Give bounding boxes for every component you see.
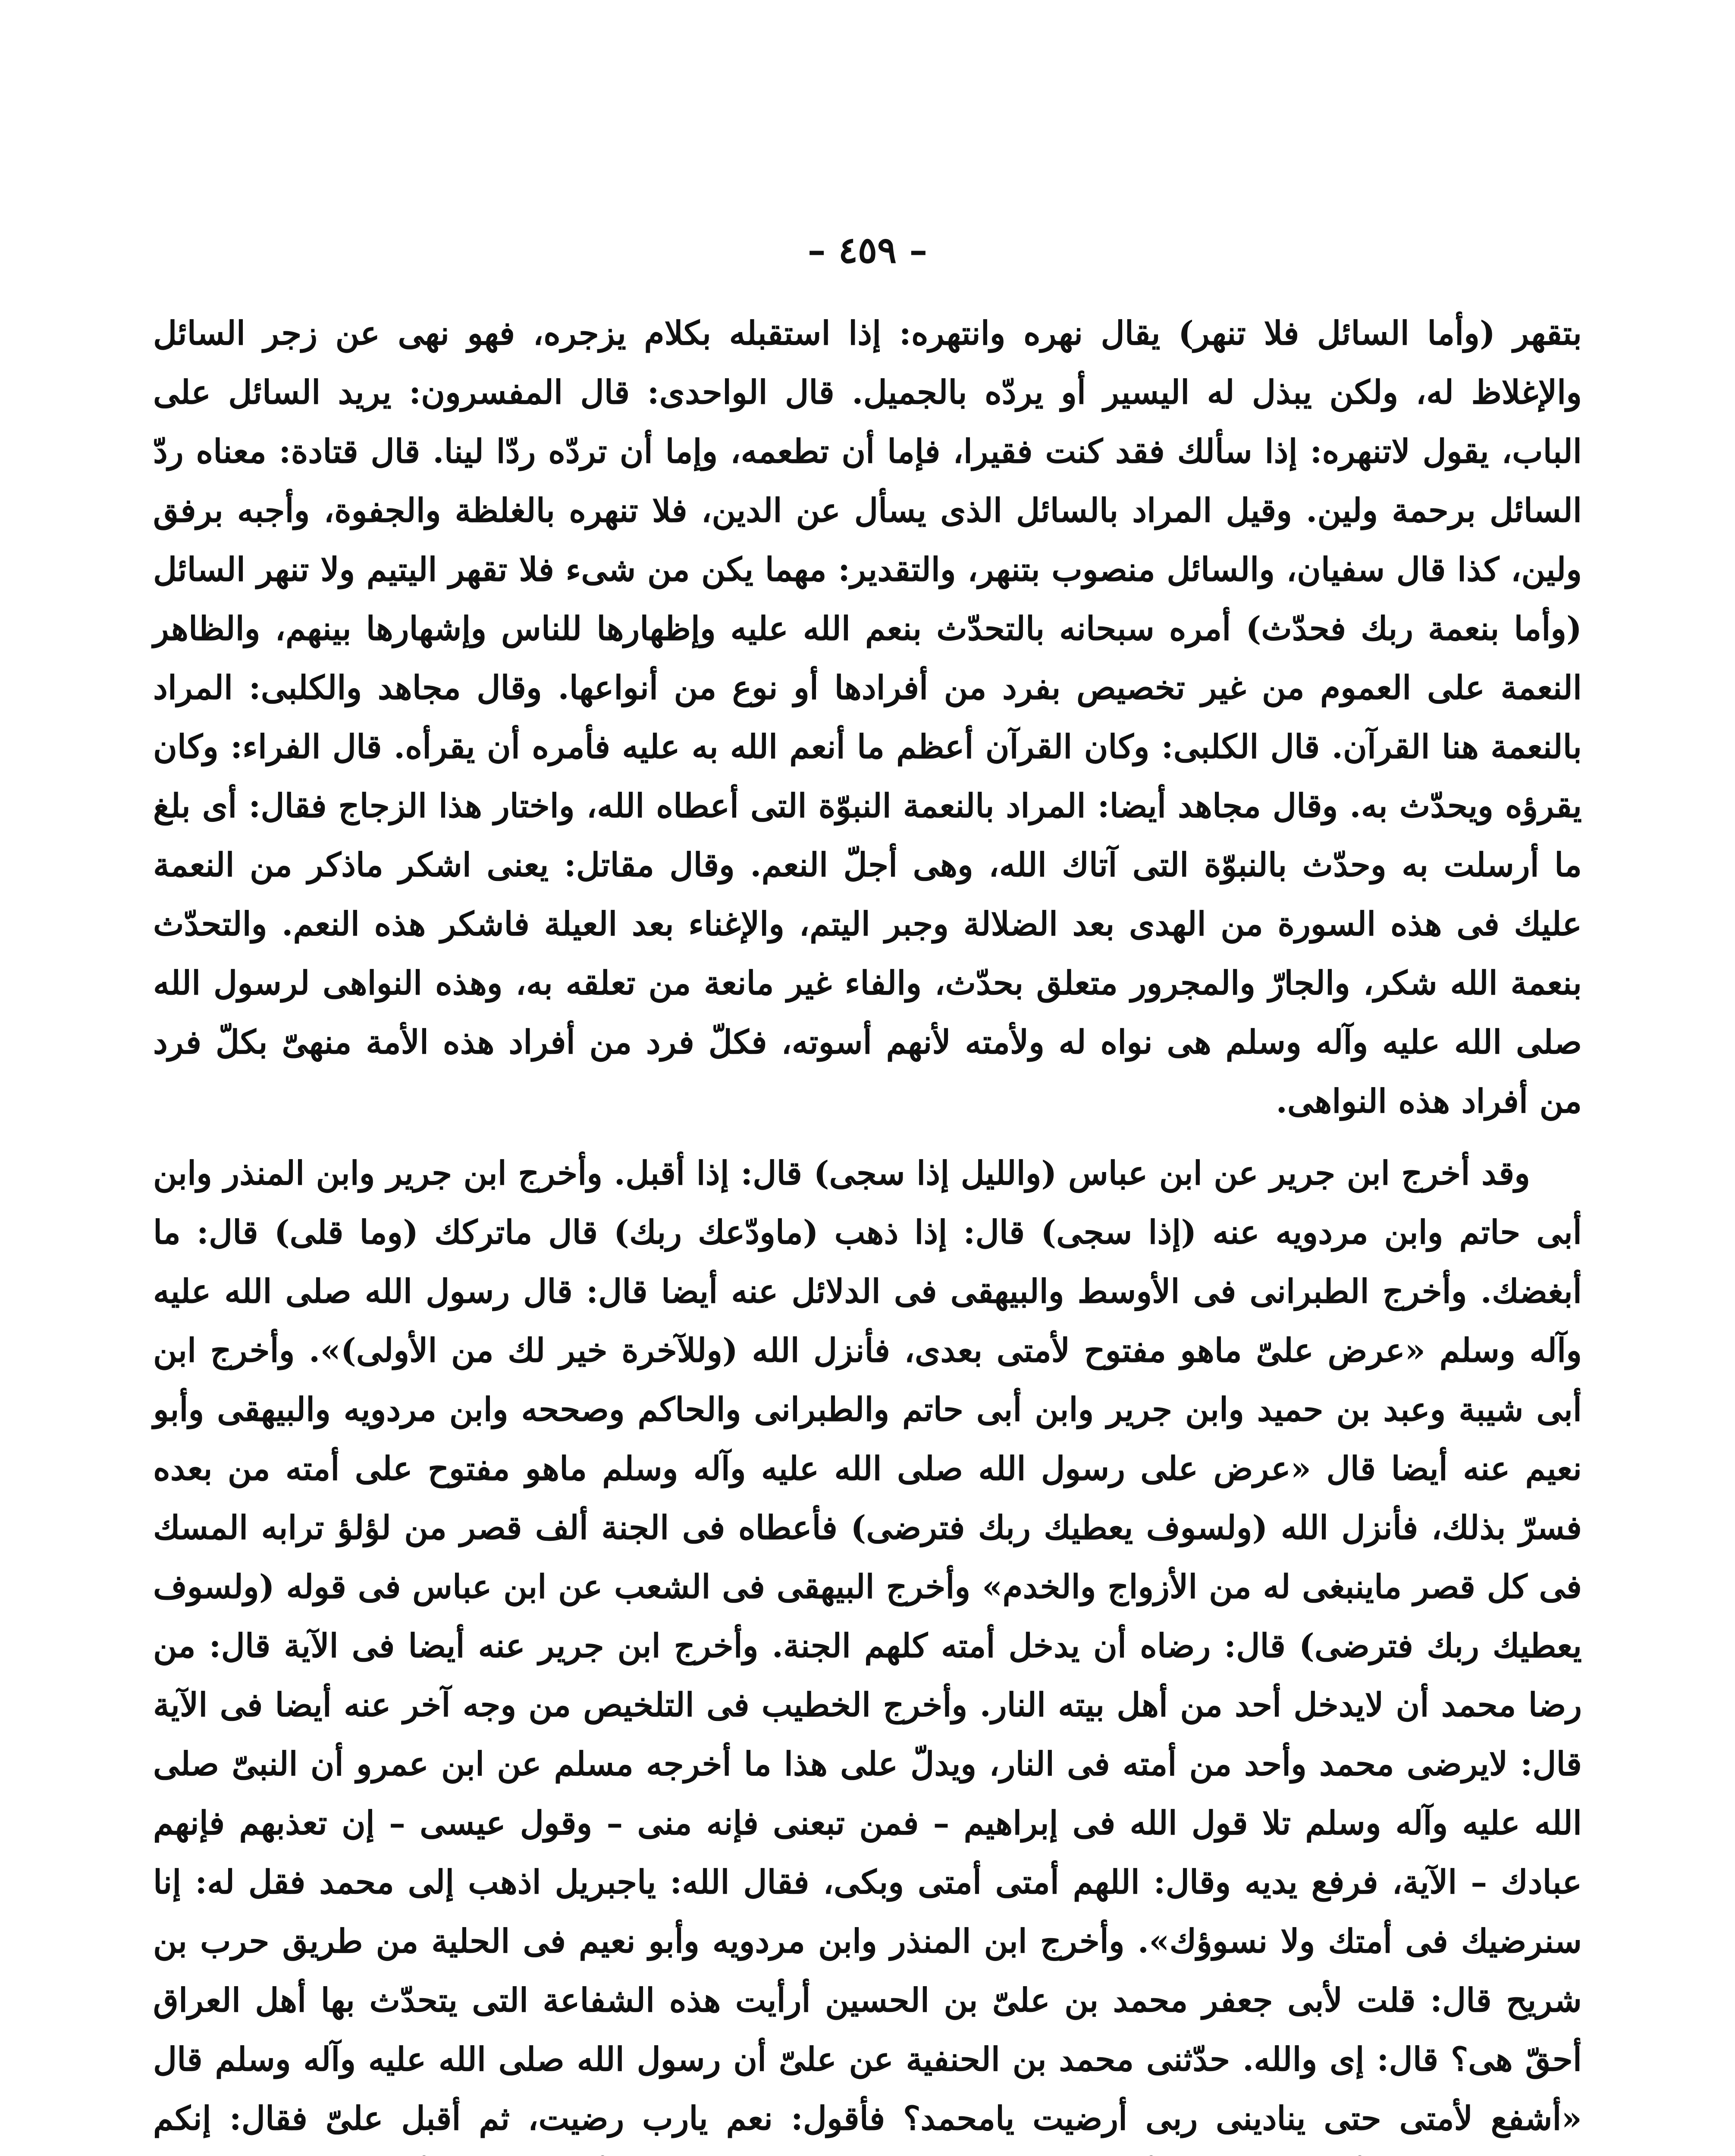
paragraph-tafsir-commentary: بتقهر (وأما السائل فلا تنهر) يقال نهره وانتهره: إذا استقبله بكلام يزجره، فهو نهى عن زجر السائل والإغلاظ له، ولكن يبذل له اليسير أو يردّه بالجميل. قال الواحدى: قال المفسرون: يريد السائل على الباب، يقول لاتنهره: إذا سألك فقد كنت فقيرا، فإما أن تطعمه، وإما أن تردّه ردّا لينا. قال قتادة: معناه ردّ السائل برحمة ولين. وقيل المراد بالسائل الذى يسأل عن الدين، فلا تنهره بالغلظة والجفوة، وأجبه برفق ولين، كذا قال سفيان، والسائل منصوب بتنهر، والتقدير: مهما يكن من شىء فلا تقهر اليتيم ولا تنهر السائل (وأما بنعمة ربك فحدّث) أمره سبحانه بالتحدّث بنعم الله عليه وإظهارها للناس وإشهارها بينهم، والظاهر النعمة على العموم من غير تخصيص بفرد من أفرادها أو نوع من أنواعها. وقال مجاهد والكلبى: المراد بالنعمة هنا القرآن. قال الكلبى: وكان القرآن أعظم ما أنعم الله به عليه فأمره أن يقرأه. قال الفراء: وكان يقرؤه ويحدّث به. وقال مجاهد أيضا: المراد بالنعمة النبوّة التى أعطاه الله، واختار هذا الزجاج فقال: أى بلغ ما أرسلت به وحدّث بالنبوّة التى آتاك الله، وهى أجلّ النعم. وقال مقاتل: يعنى اشكر ماذكر من النعمة عليك فى هذه السورة من الهدى بعد الضلالة وجبر اليتم، والإغناء بعد العيلة فاشكر هذه النعم. والتحدّث بنعمة الله شكر، والجارّ والمجرور متعلق بحدّث، والفاء غير مانعة من تعلقه به، وهذه النواهى لرسول الله صلى الله عليه وآله وسلم هى نواه له ولأمته لأنهم أسوته، فكلّ فرد من أفراد هذه الأمة منهىّ بكلّ فرد من أفراد هذه النواهى. bbox=[153, 314, 1582, 1120]
page-number: – ٤٥٩ – bbox=[807, 229, 928, 271]
paragraph-hadith-narrations: وقد أخرج ابن جرير عن ابن عباس (والليل إذا سجى) قال: إذا أقبل. وأخرج ابن جرير وابن المنذر وابن أبى حاتم وابن مردويه عنه (إذا سجى) قال: إذا ذهب (ماودّعك ربك) قال ماتركك (وما قلى) قال: ما أبغضك. وأخرج الطبرانى فى الأوسط والبيهقى فى الدلائل عنه أيضا قال: قال رسول الله صلى الله عليه وآله وسلم «عرض علىّ ماهو مفتوح لأمتى بعدى، فأنزل الله (وللآخرة خير لك من الأولى)». وأخرج ابن أبى شيبة وعبد بن حميد وابن جرير وابن أبى حاتم والطبرانى والحاكم وصححه وابن مردويه والبيهقى وأبو نعيم عنه أيضا قال «عرض على رسول الله صلى الله عليه وآله وسلم ماهو مفتوح على أمته من بعده فسرّ بذلك، فأنزل الله (ولسوف يعطيك ربك فترضى) فأعطاه فى الجنة ألف قصر من لؤلؤ ترابه المسك فى كل قصر ماينبغى له من الأزواج والخدم» وأخرج البيهقى فى الشعب عن ابن عباس فى قوله (ولسوف يعطيك ربك فترضى) قال: رضاه أن يدخل أمته كلهم الجنة. وأخرج ابن جرير عنه أيضا فى الآية قال: من رضا محمد أن لايدخل أحد من أهل بيته النار. وأخرج الخطيب فى التلخيص من وجه آخر عنه أيضا فى الآية قال: لايرضى محمد وأحد من أمته فى النار، ويدلّ على هذا ما أخرجه مسلم عن ابن عمرو أن النبىّ صلى الله عليه وآله وسلم تلا قول الله فى إبراهيم – فمن تبعنى فإنه منى – وقول عيسى – إن تعذبهم فإنهم عبادك – الآية، فرفع يديه وقال: اللهم أمتى أمتى وبكى، فقال الله: ياجبريل اذهب إلى محمد فقل له: إنا سنرضيك فى أمتك ولا نسوؤك». وأخرج ابن المنذر وابن مردويه وأبو نعيم فى الحلية من طريق حرب بن شريح قال: قلت لأبى جعفر محمد بن علىّ بن الحسين أرأيت هذه الشفاعة التى يتحدّث بها أهل العراق أحقّ هى؟ قال: إى والله. حدّثنى محمد بن الحنفية عن علىّ أن رسول الله صلى الله عليه وآله وسلم قال «أشفع لأمتى حتى ينادينى ربى أرضيت يامحمد؟ فأقول: نعم يارب رضيت، ثم أقبل علىّ فقال: إنكم bbox=[153, 1154, 1582, 2137]
